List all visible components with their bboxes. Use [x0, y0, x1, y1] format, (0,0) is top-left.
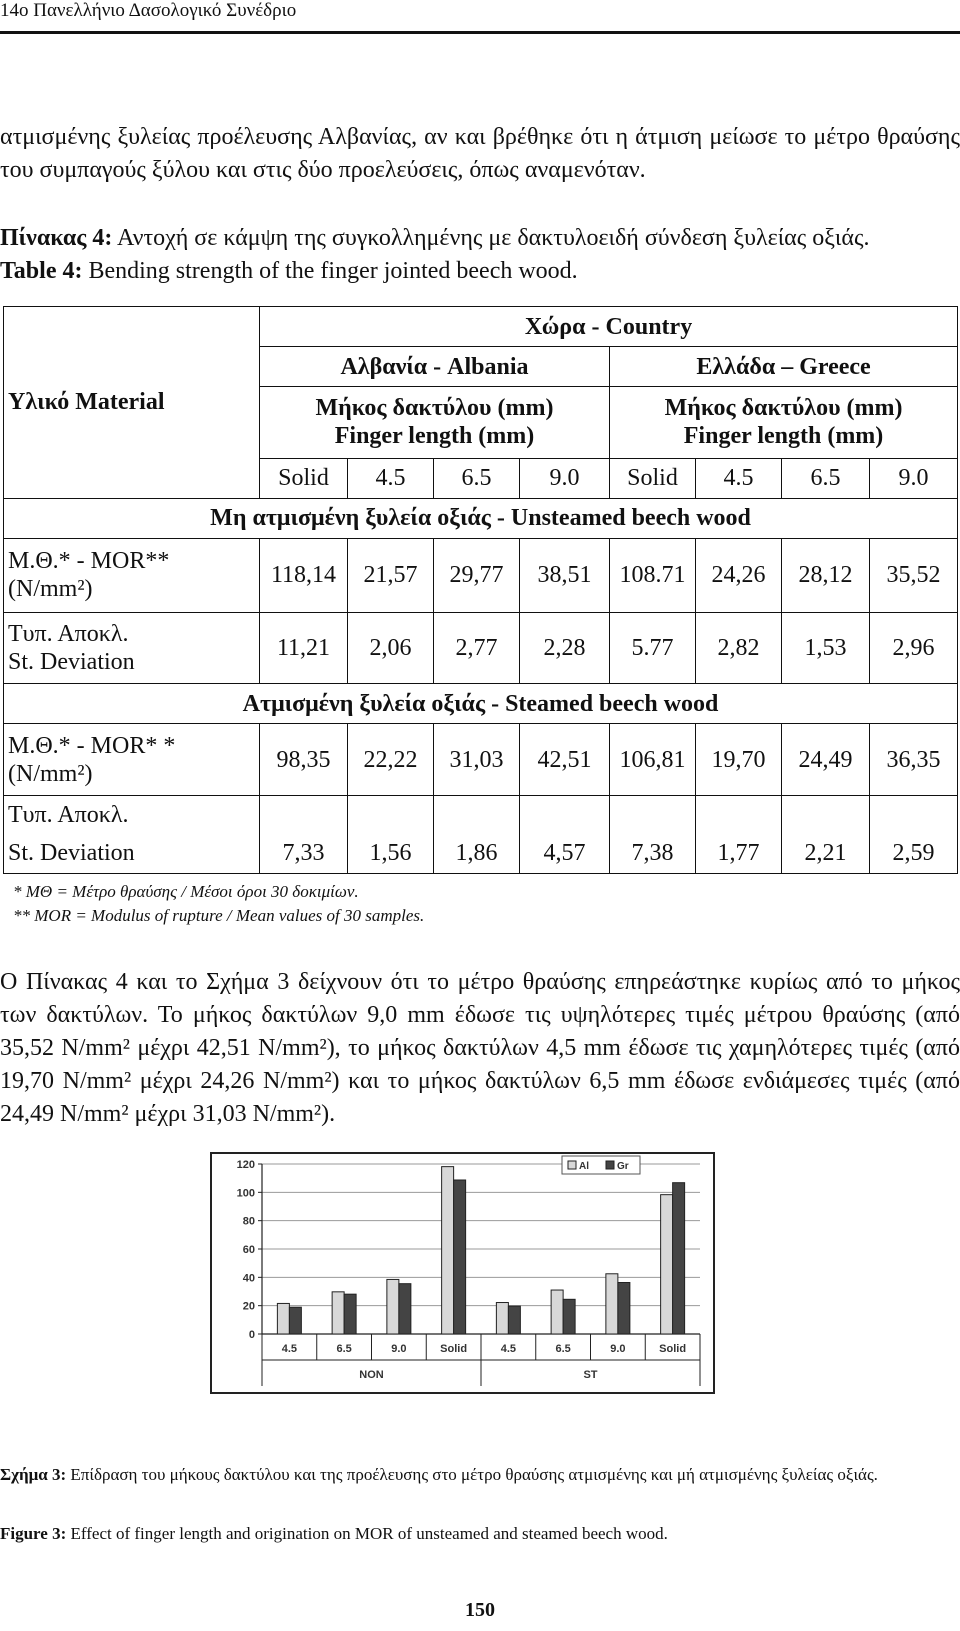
page-number: 150	[465, 1599, 495, 1621]
figure-caption-en	[0, 1523, 960, 1545]
table-cell: 11,21	[260, 612, 348, 684]
table-cell: 5.77	[610, 612, 696, 684]
x-tick-label: Solid	[440, 1343, 468, 1355]
table-cell: 7,38	[610, 833, 696, 873]
table-cell-empty	[696, 795, 782, 833]
y-tick-label: 100	[236, 1187, 255, 1200]
table-cell: 106,81	[610, 724, 696, 796]
table-cell: 2,06	[348, 612, 434, 684]
table-cell-empty	[610, 795, 696, 833]
row-label-line: Τυπ. Αποκλ.	[8, 620, 129, 647]
bar-al	[551, 1290, 563, 1334]
table-caption-en-text: Bending strength of the finger jointed beech wood.	[82, 258, 578, 284]
table-cell-empty	[260, 795, 348, 833]
x-tick-label: 9.0	[610, 1343, 626, 1355]
table-cell: 38,51	[520, 538, 610, 612]
table-cell: 21,57	[348, 538, 434, 612]
finger-length-gr: Μήκος δακτύλου (mm)	[664, 395, 903, 422]
greece-header: Ελλάδα – Greece	[610, 347, 958, 387]
row-label-line: St. Deviation	[8, 648, 135, 675]
table-cell-empty	[782, 795, 870, 833]
col-header: Solid	[260, 458, 348, 498]
table-cell: 2,77	[434, 612, 520, 684]
legend-swatch	[568, 1161, 576, 1169]
finger-length-en: Finger length (mm)	[683, 423, 884, 450]
country-header: Χώρα - Country	[260, 307, 958, 347]
x-tick-label: Solid	[659, 1343, 687, 1355]
table-cell: 108.71	[610, 538, 696, 612]
table-caption-gr	[0, 222, 960, 255]
table-cell: 24,49	[782, 724, 870, 796]
steamed-section-title: Ατμισμένη ξυλεία οξιάς - Steamed beech wood	[4, 684, 958, 724]
table-caption-gr-text: Αντοχή σε κάμψη της συγκολλημένης με δακτυλοειδή σύνδεση ξυλείας οξιάς.	[112, 225, 870, 251]
y-tick-label: 120	[236, 1159, 255, 1171]
group-label: ST	[583, 1369, 598, 1381]
row-label-sd: Τυπ. Αποκλ.	[4, 795, 260, 833]
col-header: 9.0	[870, 458, 958, 498]
table-cell: 24,26	[696, 538, 782, 612]
x-tick-label: 6.5	[336, 1343, 352, 1355]
finger-length-greece	[610, 387, 958, 459]
table-note-2: ** MOR = Modulus of rupture / Mean values of 30 samples.	[13, 906, 425, 925]
row-label-sd-en: St. Deviation	[4, 833, 260, 873]
table-cell: 36,35	[870, 724, 958, 796]
x-tick-label: 9.0	[391, 1343, 407, 1355]
y-tick-label: 20	[242, 1300, 255, 1313]
col-header: Solid	[610, 458, 696, 498]
group-label: NON	[359, 1369, 384, 1381]
bar-al	[332, 1292, 344, 1334]
table-cell: 2,82	[696, 612, 782, 684]
bar-al	[661, 1195, 673, 1334]
bar-gr	[344, 1294, 356, 1334]
y-tick-label: 0	[248, 1329, 255, 1341]
table-cell: 2,28	[520, 612, 610, 684]
table-cell-empty	[348, 795, 434, 833]
bar-al	[606, 1274, 618, 1334]
table-cell: 2,96	[870, 612, 958, 684]
bar-al	[277, 1303, 289, 1334]
row-label-line: (N/mm²)	[8, 576, 93, 603]
bar-gr	[618, 1283, 630, 1334]
y-tick-label: 40	[242, 1272, 255, 1285]
legend-swatch	[606, 1161, 614, 1169]
discussion-paragraph: Ο Πίνακας 4 και το Σχήμα 3 δείχνουν ότι το μέτρο θραύσης επηρεάστηκε κυρίως από το μήκος των δακτύλων. Το μήκος δακτύλων 9,0 mm έδωσε τις υψηλότερες τιμές μέτρου θραύσης (από 35,52 N/mm² μέχρι 42,51 N/mm²), το μήκος δακτύλων 4,5 mm έδωσε τις χαμηλότερες τιμές (από 19,70 N/mm² μέχρι 24,26 N/mm²) και το μήκος δακτύλων 6,5 mm έδωσε ενδιάμεσες τιμές (από 24,49 N/mm² μέχρι 31,03 N/mm²).	[0, 969, 960, 1127]
unsteamed-section-title: Μη ατμισμένη ξυλεία οξιάς - Unsteamed beech wood	[4, 498, 958, 538]
bar-gr	[508, 1306, 520, 1334]
y-tick-label: 80	[242, 1215, 255, 1228]
finger-length-en: Finger length (mm)	[334, 423, 535, 450]
finger-length-gr: Μήκος δακτύλου (mm)	[315, 395, 554, 422]
x-tick-label: 6.5	[555, 1343, 571, 1355]
table-caption-gr-label: Πίνακας 4:	[0, 225, 113, 251]
table-cell: 29,77	[434, 538, 520, 612]
bar-gr	[563, 1299, 575, 1334]
table-cell: 118,14	[260, 538, 348, 612]
legend-label: Gr	[617, 1161, 629, 1172]
col-header: 9.0	[520, 458, 610, 498]
table-cell: 1,86	[434, 833, 520, 873]
bending-strength-table	[3, 306, 958, 874]
table-cell: 42,51	[520, 724, 610, 796]
row-label-line: (N/mm²)	[8, 760, 93, 787]
table-cell-empty	[870, 795, 958, 833]
col-header: 6.5	[782, 458, 870, 498]
table-cell: 28,12	[782, 538, 870, 612]
table-cell-empty	[434, 795, 520, 833]
row-label-mor	[4, 724, 260, 796]
table-cell: 98,35	[260, 724, 348, 796]
figure-caption-gr-text: Επίδραση του μήκους δακτύλου και της προέλευσης στο μέτρο θραύσης ατμισμένης και μή ατμισμένης ξυλείας οξιάς.	[66, 1465, 878, 1484]
bar-al	[387, 1279, 399, 1334]
table-cell: 1,53	[782, 612, 870, 684]
row-label-mor	[4, 538, 260, 612]
table-cell: 4,57	[520, 833, 610, 873]
table-note-1: * ΜΘ = Μέτρο θραύσης / Μέσοι όροι 30 δοκιμίων.	[13, 882, 359, 901]
mor-bar-chart	[210, 1152, 715, 1394]
table-cell: 1,77	[696, 833, 782, 873]
table-cell: 2,59	[870, 833, 958, 873]
table-cell: 35,52	[870, 538, 958, 612]
material-header: Υλικό Material	[4, 307, 260, 499]
x-tick-label: 4.5	[500, 1343, 517, 1355]
bar-gr	[673, 1183, 685, 1334]
table-cell: 7,33	[260, 833, 348, 873]
row-label-line: Μ.Θ.* - MOR**	[8, 548, 170, 575]
y-tick-label: 60	[242, 1244, 255, 1256]
row-label-sd	[4, 612, 260, 684]
table-cell: 19,70	[696, 724, 782, 796]
running-header: 14ο Πανελλήνιο Δασολογικό Συνέδριο	[0, 0, 297, 21]
figure-caption-en-text: Effect of finger length and origination on MOR of unsteamed and steamed beech wood.	[66, 1524, 668, 1543]
albania-header: Αλβανία - Albania	[260, 347, 610, 387]
header-rule	[0, 31, 960, 34]
row-label-line: Μ.Θ.* - MOR* *	[8, 732, 176, 759]
table-cell-empty	[520, 795, 610, 833]
table-caption-en-label: Table 4:	[0, 258, 83, 284]
bar-gr	[454, 1180, 466, 1334]
table-cell: 22,22	[348, 724, 434, 796]
figure-caption-en-label: Figure 3:	[0, 1524, 67, 1543]
bar-gr	[289, 1307, 301, 1334]
intro-paragraph: ατμισμένης ξυλείας προέλευσης Αλβανίας, αν και βρέθηκε ότι η άτμιση μείωσε το μέτρο θραύσης του συμπαγούς ξύλου και στις δύο προελεύσεις, όπως αναμενόταν.	[0, 124, 960, 183]
x-tick-label: 4.5	[281, 1343, 298, 1355]
figure-caption-gr-label: Σχήμα 3:	[0, 1465, 67, 1484]
table-cell: 31,03	[434, 724, 520, 796]
legend-label: Al	[579, 1161, 589, 1172]
table-cell: 1,56	[348, 833, 434, 873]
col-header: 4.5	[348, 458, 434, 498]
bar-al	[442, 1167, 454, 1334]
table-caption-en	[0, 255, 960, 288]
table-cell: 2,21	[782, 833, 870, 873]
col-header: 6.5	[434, 458, 520, 498]
bar-al	[496, 1303, 508, 1334]
figure-caption-gr	[0, 1464, 960, 1486]
finger-length-albania	[260, 387, 610, 459]
bar-gr	[399, 1284, 411, 1334]
col-header: 4.5	[696, 458, 782, 498]
